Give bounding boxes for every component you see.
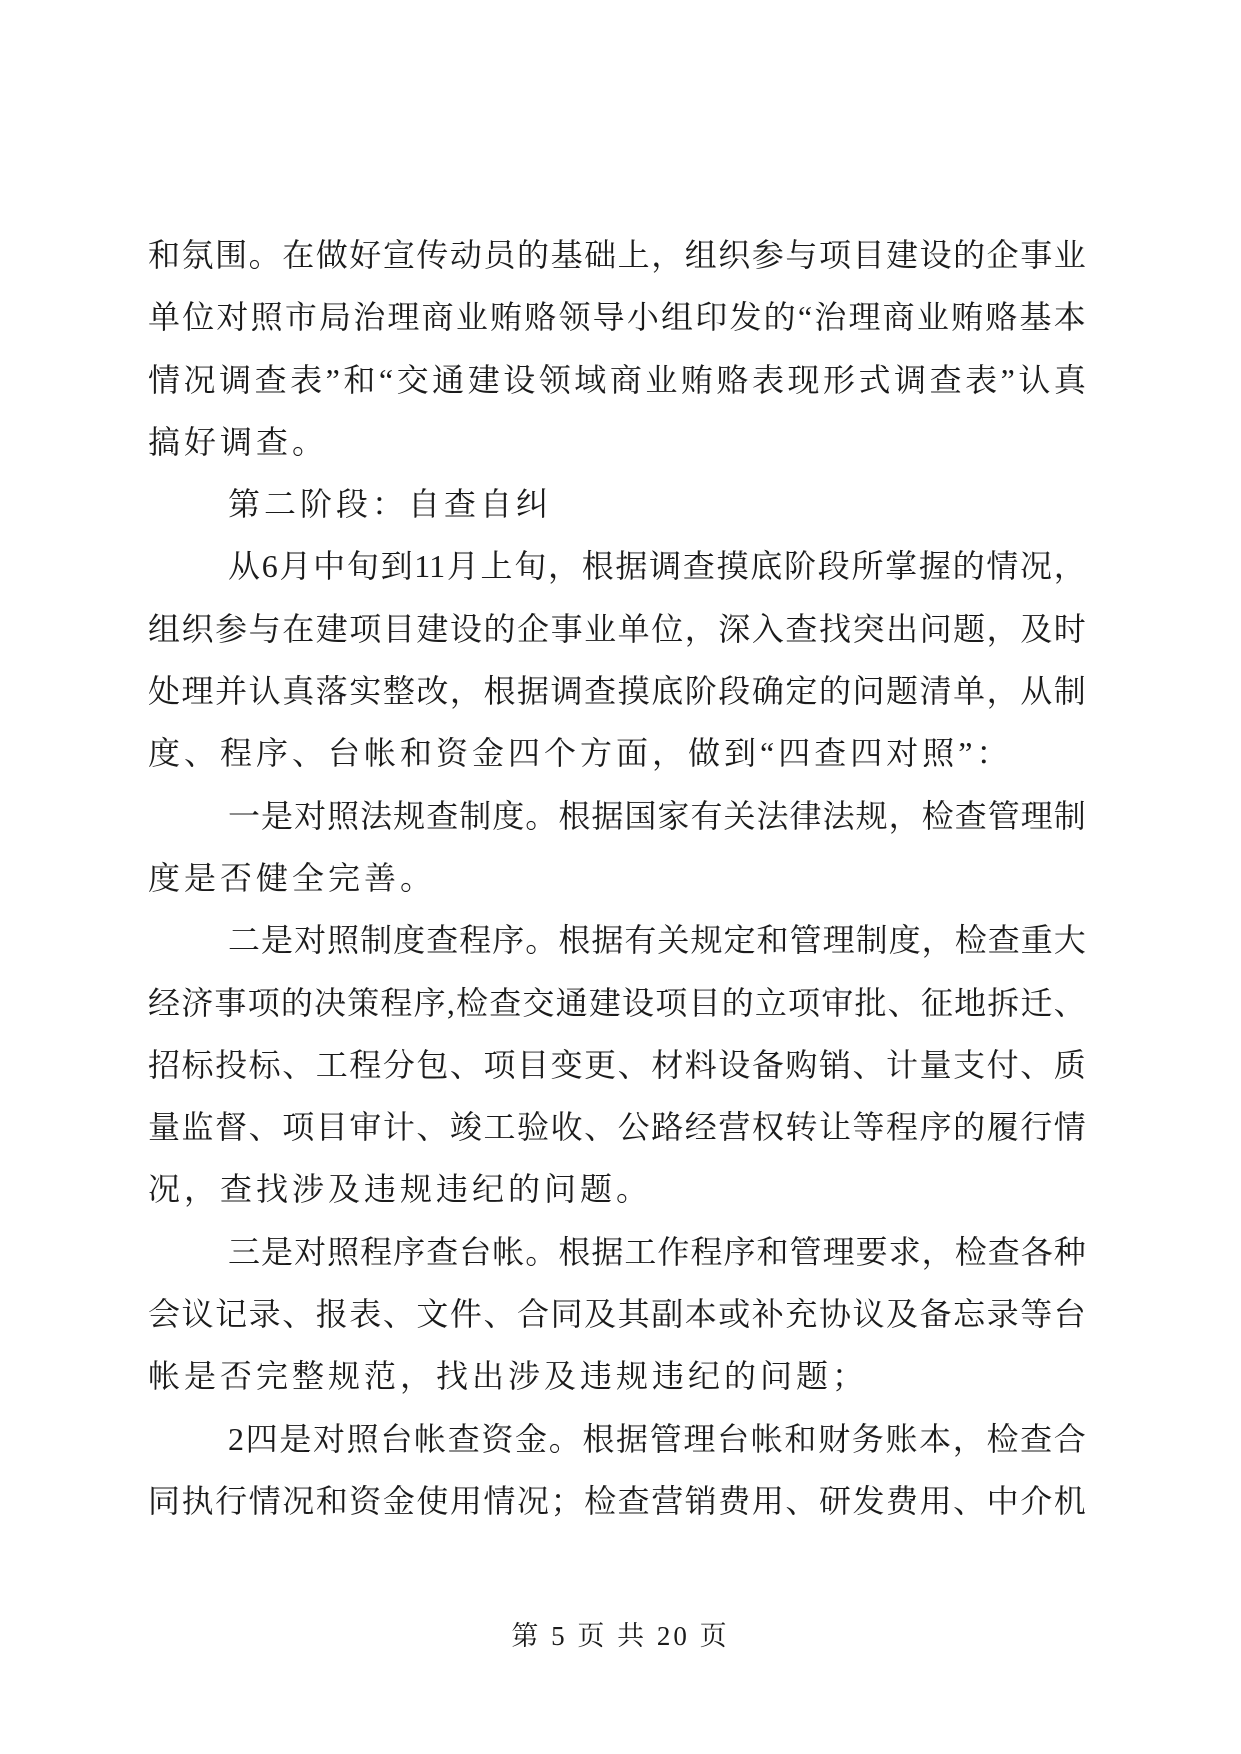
text-line: 处 理 并 认 真 落 实 整 改 ， 根 据 调 查 摸 底 阶 段 确 定 的 问 题 清 单 ， 从 制: [148, 673, 1086, 710]
text-line: 度是否健全完善。: [148, 859, 437, 896]
text-line: 2 四 是 对 照 台 帐 查 资 金 。 根 据 管 理 台 帐 和 财 务 账 本 ， 检 查 合: [228, 1420, 1086, 1457]
text-line: 和 氛 围 。 在 做 好 宣 传 动 员 的 基 础 上 ， 组 织 参 与 项 目 建 设 的 企 事 业: [148, 237, 1086, 273]
text-line: 二 是 对 照 制 度 查 程 序 。 根 据 有 关 规 定 和 管 理 制 度 ， 检 查 重 大: [228, 922, 1086, 959]
text-line: 招 标 投 标 、 工 程 分 包 、 项 目 变 更 、 材 料 设 备 购 销 、 计 量 支 付 、 质: [148, 1046, 1086, 1083]
text-line: 单 位 对 照 市 局 治 理 商 业 贿 赂 领 导 小 组 印 发 的 “ 治 理 商 业 贿 赂 基 本: [148, 299, 1086, 336]
text-line: 度、程序、台帐和资金四个方面，做到“四查四对照”：: [148, 735, 1013, 772]
document-body: [148, 224, 1086, 1532]
text-line: 会 议 记 录 、 报 表 、 文 件 、 合 同 及 其 副 本 或 补 充 协 议 及 备 忘 录 等 台: [148, 1296, 1086, 1333]
text-line: 一 是 对 照 法 规 查 制 度 。 根 据 国 家 有 关 法 律 法 规 ， 检 查 管 理 制: [228, 797, 1086, 834]
page-footer: [0, 1608, 1241, 1664]
text-line: 第二阶段：自查自纠: [228, 486, 553, 523]
text-line: 情 况 调 查 表 ” 和 “ 交 通 建 设 领 域 商 业 贿 赂 表 现 形 式 调 查 表 ” 认 真: [148, 361, 1086, 398]
text-line: 从 6 月 中 旬 到 11 月 上 旬 ， 根 据 调 查 摸 底 阶 段 所 掌 握 的 情 况 ，: [228, 548, 1086, 585]
text-line: 量 监 督 、 项 目 审 计 、 竣 工 验 收 、 公 路 经 营 权 转 让 等 程 序 的 履 行 情: [148, 1109, 1086, 1146]
text-line: 况，查找涉及违规违纪的问题。: [148, 1171, 653, 1208]
text-line: 组 织 参 与 在 建 项 目 建 设 的 企 事 业 单 位 ， 深 入 查 找 突 出 问 题 ， 及 时: [148, 610, 1086, 647]
text-line: 帐是否完整规范，找出涉及违规违纪的问题；: [148, 1358, 869, 1395]
text-line: 经 济 事 项 的 决 策 程 序 , 检 查 交 通 建 设 项 目 的 立 项 审 批 、 征 地 拆 迁 、: [148, 984, 1086, 1021]
text-line: 三 是 对 照 程 序 查 台 帐 。 根 据 工 作 程 序 和 管 理 要 求 ， 检 查 各 种: [228, 1233, 1086, 1270]
page-number-text: 第 5 页 共 20 页: [511, 1621, 730, 1651]
text-line: 搞好调查。: [148, 423, 329, 460]
text-line: 同 执 行 情 况 和 资 金 使 用 情 况 ； 检 查 营 销 费 用 、 研 发 费 用 、 中 介 机: [148, 1482, 1086, 1519]
